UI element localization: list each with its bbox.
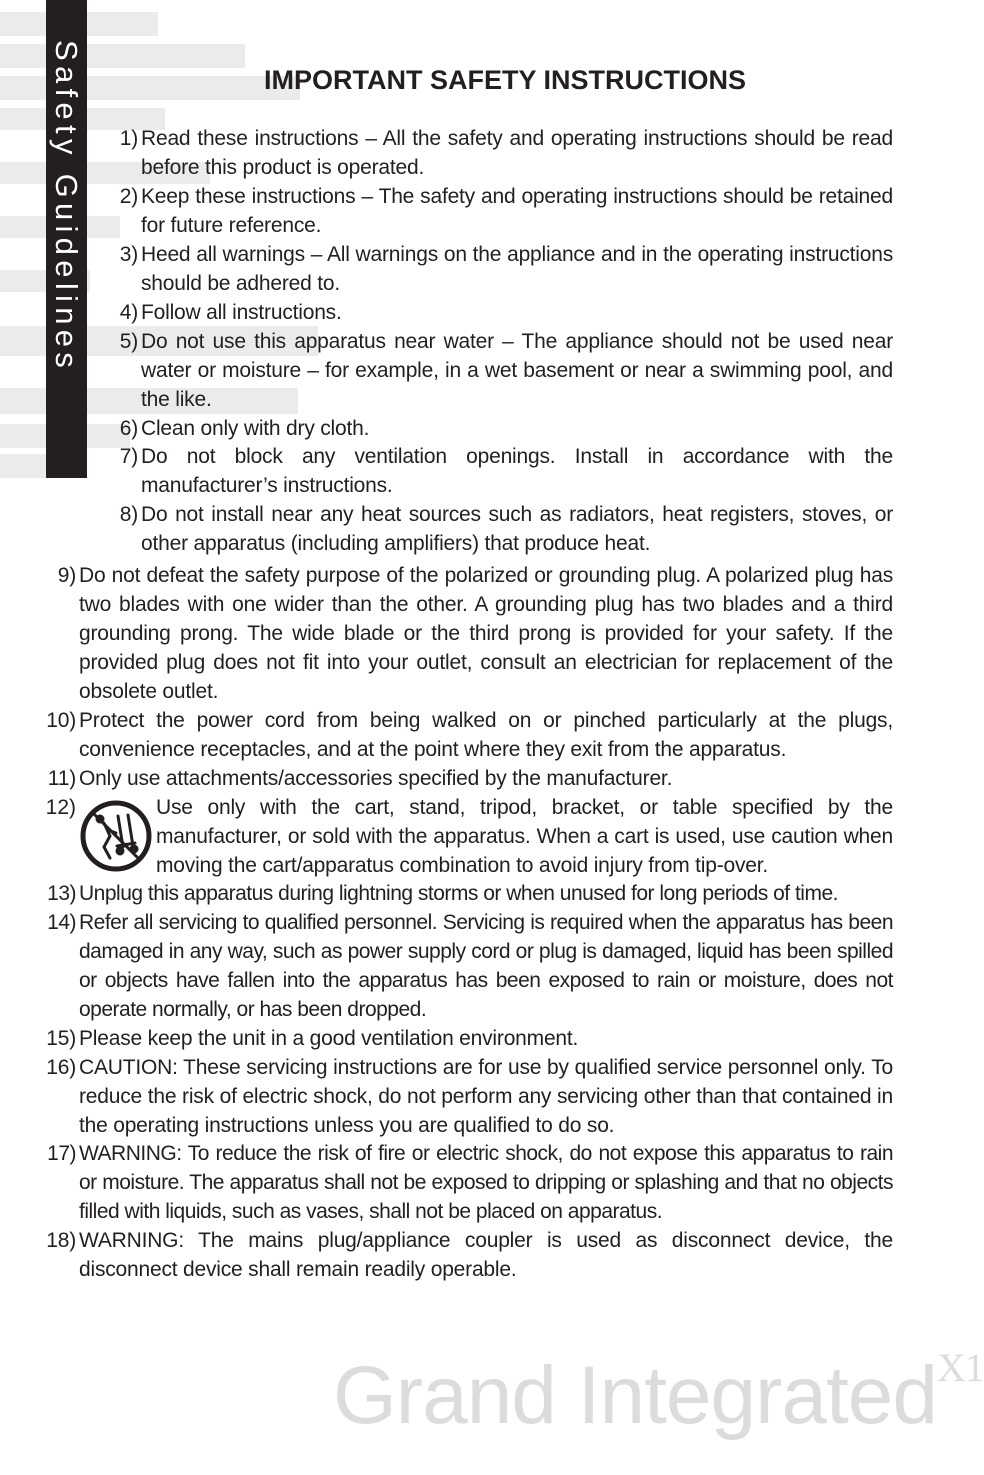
list-item bbox=[46, 1226, 893, 1284]
list-item bbox=[46, 1053, 893, 1140]
list-item bbox=[57, 561, 893, 706]
item-number: 6) bbox=[119, 417, 138, 440]
list-item bbox=[119, 298, 893, 327]
list-item bbox=[47, 908, 893, 1024]
item-text: Do not use this apparatus near water – The appliance should not be used near water or moisture – for example, in a wet basement or near a swimming pool, and the like. bbox=[141, 330, 893, 411]
item-text: Clean only with dry cloth. bbox=[141, 417, 370, 440]
list-item bbox=[47, 764, 893, 793]
model-name: X1 bbox=[936, 1344, 984, 1390]
brand-watermark bbox=[333, 1344, 984, 1443]
list-item bbox=[46, 1024, 893, 1053]
item-number: 7) bbox=[119, 445, 138, 468]
item-number: 3) bbox=[119, 243, 138, 266]
item-number: 11) bbox=[47, 767, 76, 790]
item-number: 13) bbox=[47, 882, 76, 905]
item-text: Do not defeat the safety purpose of the polarized or grounding plug. A polarized plug has two blades with one wider than the other. A grounding plug has two blades and a third grounding prong. The wide blade or the third prong is provided for your safety. If the provided plug does not fit into your outlet, consult an electrician for replacement of the obsolete outlet. bbox=[79, 564, 893, 703]
side-tab-label: Safety Guidelines bbox=[49, 40, 84, 374]
list-item bbox=[47, 879, 893, 908]
item-number: 15) bbox=[46, 1027, 76, 1050]
item-number: 16) bbox=[46, 1056, 76, 1079]
side-tab bbox=[46, 0, 87, 478]
item-text: WARNING: The mains plug/appliance coupler is used as disconnect device, the disconnect device shall remain readily operable. bbox=[79, 1229, 893, 1281]
item-text: Refer all servicing to qualified personnel. Servicing is required when the apparatus has been damaged in any way, such as power supply cord or plug is damaged, liquid has been spilled or objects have fallen into the apparatus has been exposed to rain or moisture, does not operate normally, or has been dropped. bbox=[79, 911, 893, 1021]
list-item bbox=[119, 182, 893, 240]
brand-name: Grand Integrated bbox=[333, 1350, 937, 1441]
item-text: Protect the power cord from being walked on or pinched particularly at the plugs, convenience receptacles, and at the point where they exit from the apparatus. bbox=[79, 709, 893, 761]
item-number: 9) bbox=[57, 564, 76, 587]
item-number: 8) bbox=[119, 503, 138, 526]
item-text: Use only with the cart, stand, tripod, bracket, or table specified by the manufacturer, or sold with the apparatus. When a cart is used, use caution when moving the cart/apparatus combination to avoid injury from tip-over. bbox=[156, 796, 893, 877]
item-number: 18) bbox=[46, 1229, 76, 1252]
page-title: IMPORTANT SAFETY INSTRUCTIONS bbox=[264, 65, 747, 95]
item-text: Read these instructions – All the safety and operating instructions should be read before this product is operated. bbox=[141, 127, 893, 179]
list-item bbox=[46, 706, 893, 764]
item-number: 17) bbox=[47, 1142, 76, 1165]
item-number: 5) bbox=[119, 330, 138, 353]
item-text: Please keep the unit in a good ventilation environment. bbox=[79, 1027, 579, 1050]
item-number: 14) bbox=[47, 911, 76, 934]
item-number: 1) bbox=[119, 127, 138, 150]
list-item bbox=[119, 240, 893, 298]
list-item bbox=[119, 500, 893, 558]
item-text: Do not block any ventilation openings. Install in accordance with the manufacturer’s instructions. bbox=[141, 445, 893, 497]
item-text: Unplug this apparatus during lightning storms or when unused for long periods of time. bbox=[79, 882, 838, 905]
item-text: Do not install near any heat sources such as radiators, heat registers, stoves, or other apparatus (including amplifiers) that produce heat. bbox=[141, 503, 893, 555]
item-text: CAUTION: These servicing instructions are for use by qualified service personnel only. To reduce the risk of electric shock, do not perform any servicing other than that contained in the operating instructions unless you are qualified to do so. bbox=[79, 1056, 893, 1137]
list-item bbox=[119, 442, 893, 500]
item-text: WARNING: To reduce the risk of fire or electric shock, do not expose this apparatus to rain or moisture. The apparatus shall not be exposed to dripping or splashing and that no objects filled with liquids, such as vases, shall not be placed on apparatus. bbox=[79, 1142, 893, 1223]
list-item bbox=[47, 1139, 893, 1226]
item-number: 4) bbox=[119, 301, 138, 324]
item-text: Heed all warnings – All warnings on the appliance and in the operating instructions should be adhered to. bbox=[141, 243, 893, 295]
item-text: Only use attachments/accessories specified by the manufacturer. bbox=[79, 767, 673, 790]
list-item bbox=[119, 327, 893, 414]
item-number: 10) bbox=[46, 709, 76, 732]
list-item bbox=[119, 124, 893, 182]
cart-tip-over-icon bbox=[80, 800, 152, 872]
item-text: Keep these instructions – The safety and operating instructions should be retained for future reference. bbox=[141, 185, 893, 237]
list-item bbox=[156, 793, 893, 880]
item-number: 12) bbox=[45, 796, 76, 819]
item-text: Follow all instructions. bbox=[141, 301, 342, 324]
item-number: 2) bbox=[119, 185, 138, 208]
list-item bbox=[119, 414, 893, 443]
